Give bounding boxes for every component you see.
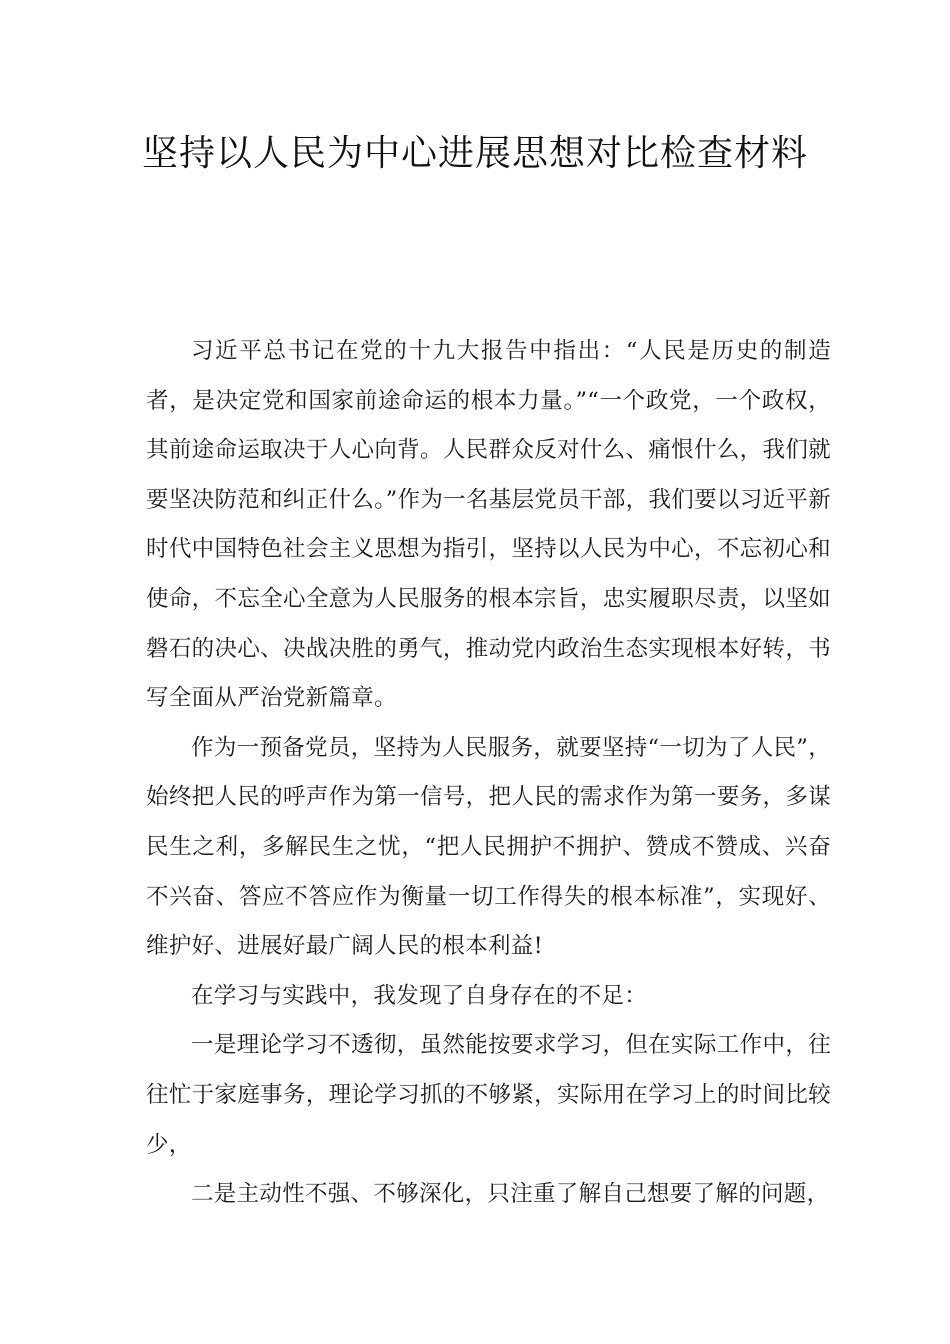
paragraph: 在学习与实践中，我发现了自身存在的不足： bbox=[191, 982, 648, 1009]
document-title: 坚持以人民为中心进展思想对比检查材料 bbox=[141, 133, 808, 174]
paragraph: 二是主动性不强、不够深化，只注重了解自己想要了解的问题， bbox=[191, 1181, 830, 1208]
document-body bbox=[146, 327, 831, 1220]
paragraph: 一是理论学习不透彻，虽然能按要求学习，但在实际工作中，往往忙于家庭事务，理论学习抓的不够紧，实际用在学习上的时间比较少， bbox=[146, 1032, 831, 1158]
paragraph: 作为一预备党员，坚持为人民服务，就要坚持“一切为了人民”，始终把人民的呼声作为第一信号，把人民的需求作为第一要务，多谋民生之利，多解民生之忧，“把人民拥护不拥护、赞成不赞成、兴奋不兴奋、答应不答应作为衡量一切工作得失的根本标准”，实现好、维护好、进展好最广阔人民的根本利益! bbox=[146, 734, 831, 960]
paragraph: 习近平总书记在党的十九大报告中指出：“人民是历史的制造者，是决定党和国家前途命运的根本力量。”“一个政党，一个政权，其前途命运取决于人心向背。人民群众反对什么、痛恨什么，我们就要坚决防范和纠正什么。”作为一名基层党员干部，我们要以习近平新时代中国特色社会主义思想为指引，坚持以人民为中心，不忘初心和使命，不忘全心全意为人民服务的根本宗旨，忠实履职尽责，以坚如磐石的决心、决战决胜的勇气，推动党内政治生态实现根本好转，书写全面从严治党新篇章。 bbox=[146, 338, 831, 712]
